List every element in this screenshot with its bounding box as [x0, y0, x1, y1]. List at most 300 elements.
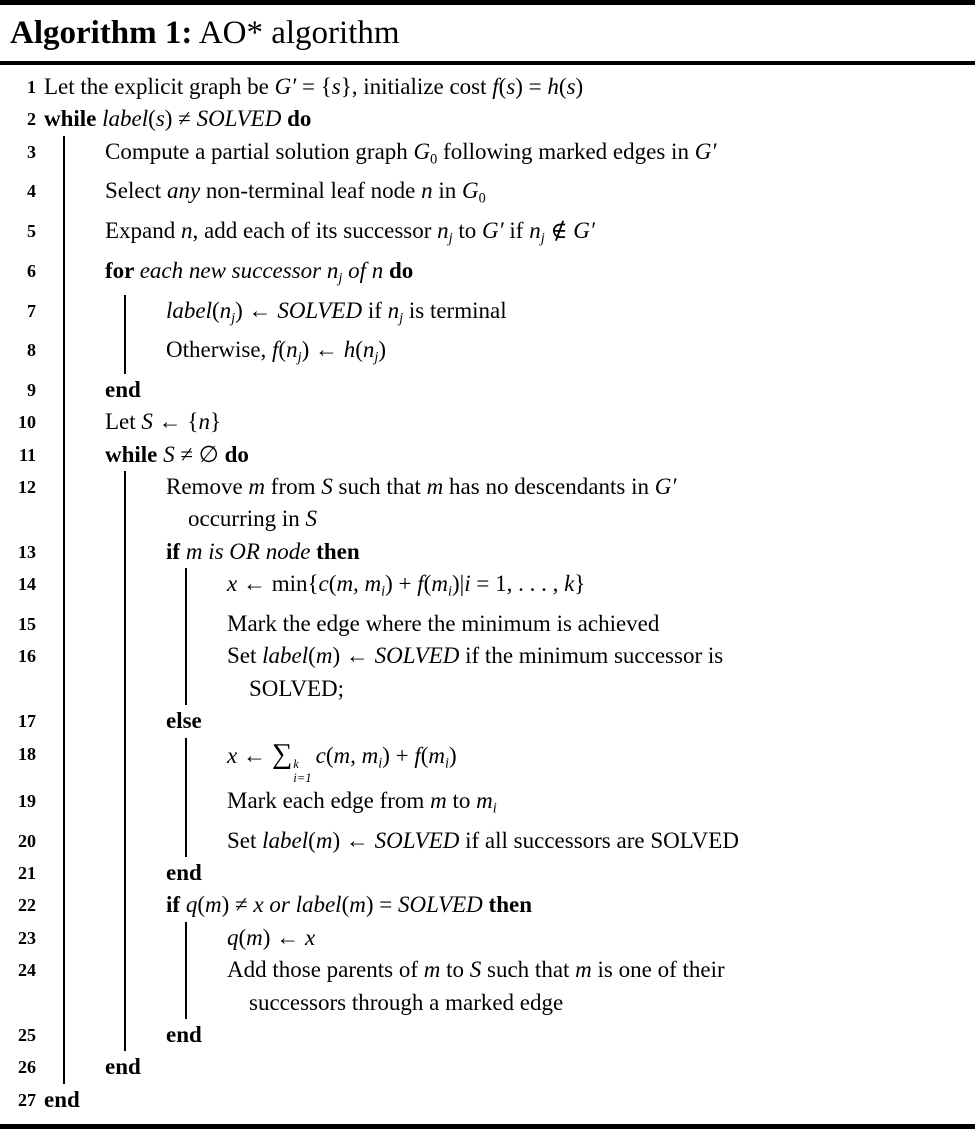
block-rule	[185, 785, 227, 825]
text-segment: m	[349, 892, 366, 918]
text-segment: = 1, . . . ,	[470, 571, 565, 597]
text-segment: label	[262, 827, 309, 853]
text-segment: Set	[227, 827, 263, 853]
algo-line	[0, 889, 975, 921]
block-rule	[63, 503, 105, 535]
line-number: 9	[27, 379, 36, 400]
text-segment: s	[331, 74, 341, 99]
text-segment: f	[414, 742, 421, 768]
line-text	[227, 954, 729, 986]
line-text	[166, 705, 206, 737]
algo-line	[0, 175, 975, 215]
block-rule	[124, 857, 166, 889]
block-rule	[185, 640, 227, 672]
text-segment: then	[488, 892, 532, 918]
text-segment: )	[448, 742, 457, 768]
text-segment: x	[227, 571, 238, 597]
text-segment: ≠ ∅	[174, 441, 225, 467]
text-segment: G′	[694, 138, 717, 164]
line-number: 5	[27, 221, 36, 242]
text-segment: (	[238, 924, 247, 950]
text-segment: m, m	[333, 742, 379, 768]
block-rule	[63, 738, 105, 785]
text-segment: ) ←	[301, 337, 344, 363]
line-text	[166, 503, 321, 535]
text-segment: (	[212, 297, 220, 323]
text-segment: G	[462, 178, 479, 204]
text-segment: Otherwise,	[166, 337, 273, 363]
block-rule	[63, 785, 105, 825]
block-rule	[63, 175, 105, 215]
algo-line	[0, 857, 975, 889]
text-segment: label	[262, 643, 309, 669]
line-number	[0, 987, 36, 1019]
line-number: 8	[27, 340, 36, 361]
text-segment: x	[253, 892, 264, 918]
line-number: 7	[27, 300, 36, 321]
text-segment: (	[558, 74, 567, 99]
line-text	[105, 374, 145, 406]
block-rule	[124, 471, 166, 503]
line-number: 15	[18, 613, 36, 634]
block-rule	[63, 857, 105, 889]
text-segment: s	[155, 106, 165, 132]
text-segment: end	[166, 1021, 202, 1047]
text-segment: to	[446, 787, 477, 813]
block-rule	[63, 215, 105, 255]
sum-operator: ∑	[271, 737, 293, 770]
text-segment: (	[197, 892, 205, 918]
text-segment: end	[166, 859, 202, 885]
text-segment: j	[374, 349, 379, 366]
block-rule	[63, 439, 105, 471]
text-segment: }, initialize cost	[340, 74, 493, 99]
text-segment: (	[355, 337, 363, 363]
line-text	[105, 136, 720, 176]
text-segment: SOLVED	[398, 892, 483, 918]
text-segment: end	[105, 376, 141, 402]
sum-upper-limit: k	[293, 757, 299, 772]
line-number: 17	[18, 711, 36, 732]
text-segment: Compute a partial solution graph	[105, 138, 414, 164]
line-number: 18	[18, 743, 36, 764]
text-segment: i	[492, 800, 497, 817]
block-rule	[124, 608, 166, 640]
block-rule	[124, 536, 166, 568]
text-segment: Add those parents of	[227, 957, 424, 983]
text-segment: ) ←	[262, 924, 305, 950]
text-segment: G′	[573, 218, 595, 244]
text-segment: (	[308, 643, 316, 669]
text-segment: of	[342, 257, 372, 283]
block-rule	[63, 673, 105, 705]
line-text	[166, 889, 536, 921]
algo-line	[0, 406, 975, 438]
algo-line	[0, 71, 975, 103]
text-segment: if	[362, 297, 388, 323]
line-text	[44, 1084, 84, 1116]
text-segment: n	[371, 257, 384, 283]
block-rule	[124, 889, 166, 921]
algo-line	[0, 608, 975, 640]
block-rule	[124, 825, 166, 857]
block-rule	[63, 374, 105, 406]
text-segment: j	[399, 309, 404, 326]
block-rule	[124, 785, 166, 825]
text-segment: f	[417, 571, 424, 597]
text-segment: m	[430, 787, 447, 813]
text-segment: from	[265, 474, 322, 500]
text-segment: m	[315, 827, 333, 853]
text-segment: )|	[451, 571, 465, 597]
line-number	[0, 673, 36, 705]
line-number: 21	[18, 862, 36, 883]
text-segment: n	[181, 218, 193, 244]
text-segment: SOLVED	[374, 827, 460, 853]
text-segment: n	[362, 337, 375, 363]
text-segment: S	[141, 409, 153, 435]
algo-line	[0, 1051, 975, 1083]
text-segment: ∉	[544, 218, 574, 244]
text-segment: label	[295, 892, 342, 918]
text-segment: q	[227, 924, 239, 950]
algo-line	[0, 136, 975, 176]
block-rule	[185, 608, 227, 640]
line-number: 25	[18, 1024, 36, 1045]
line-number: 4	[27, 181, 36, 202]
line-text	[44, 71, 587, 103]
algorithm-body	[0, 65, 975, 1116]
text-segment: ) ←	[332, 643, 375, 669]
line-text	[44, 103, 315, 135]
algo-line	[0, 738, 975, 785]
text-segment: end	[44, 1086, 80, 1112]
text-segment: ) ≠	[164, 106, 197, 132]
text-segment: 0	[478, 190, 486, 207]
text-segment: SOLVED	[277, 297, 363, 323]
block-rule	[63, 825, 105, 857]
algo-line	[0, 705, 975, 737]
text-segment: ) =	[515, 74, 548, 99]
block-rule	[63, 471, 105, 503]
text-segment: m	[575, 957, 592, 983]
text-segment: i	[447, 583, 452, 600]
text-segment: j	[338, 270, 343, 287]
block-rule	[63, 255, 105, 295]
text-segment: , add each of its successor	[192, 218, 438, 244]
line-number: 27	[18, 1089, 36, 1110]
line-text	[105, 439, 253, 471]
block-rule	[185, 954, 227, 986]
text-segment: s	[506, 74, 516, 99]
line-text	[105, 255, 417, 295]
line-number: 3	[27, 141, 36, 162]
text-segment: SOLVED;	[249, 675, 344, 701]
text-segment: (	[423, 571, 432, 597]
text-segment: m	[426, 474, 444, 500]
block-rule	[63, 608, 105, 640]
block-rule	[185, 987, 227, 1019]
line-number: 13	[18, 541, 36, 562]
text-segment: j	[540, 230, 545, 247]
text-segment: Remove	[166, 474, 249, 500]
text-segment: m	[428, 742, 446, 768]
text-segment: s	[566, 74, 576, 99]
caption-label: Algorithm 1:	[10, 15, 193, 51]
text-segment: m	[431, 571, 448, 597]
text-segment: m	[423, 957, 441, 983]
text-segment: do	[224, 441, 249, 467]
line-text	[227, 673, 348, 705]
block-rule	[185, 568, 227, 608]
text-segment: q	[185, 892, 198, 918]
text-segment: n	[198, 409, 210, 435]
text-segment: if	[166, 892, 186, 918]
bottom-rule	[0, 1124, 975, 1129]
text-segment: ) =	[365, 892, 399, 918]
text-segment: if all successors are SOLVED	[459, 827, 739, 853]
block-rule	[124, 295, 166, 335]
text-segment: G	[413, 138, 431, 164]
text-segment: (	[325, 742, 334, 768]
block-rule	[63, 536, 105, 568]
text-segment: m	[185, 538, 203, 564]
algo-line	[0, 1084, 975, 1116]
text-segment: x	[304, 924, 316, 950]
line-number: 23	[18, 927, 36, 948]
sum-lower-limit: i=1	[293, 770, 312, 785]
text-segment: end	[105, 1054, 141, 1080]
text-segment: k	[564, 571, 575, 597]
text-segment: S	[305, 506, 318, 532]
text-segment: i	[445, 754, 449, 771]
line-number: 22	[18, 895, 36, 916]
line-text	[227, 568, 589, 608]
line-number: 2	[27, 109, 36, 130]
text-segment: if the minimum successor is	[459, 643, 724, 669]
block-rule	[63, 136, 105, 176]
block-rule	[63, 705, 105, 737]
text-segment: is terminal	[403, 297, 507, 323]
block-rule	[63, 987, 105, 1019]
line-number: 11	[18, 444, 36, 465]
algo-line	[0, 987, 975, 1019]
text-segment: m	[476, 787, 493, 813]
line-text	[227, 640, 727, 672]
text-segment: any	[166, 178, 201, 204]
text-segment: if	[166, 538, 186, 564]
line-number: 20	[18, 830, 36, 851]
text-segment: SOLVED	[374, 643, 460, 669]
text-segment: is OR node	[202, 538, 317, 564]
text-segment: ←	[237, 742, 272, 768]
text-segment: non-terminal leaf node	[200, 178, 422, 204]
block-rule	[63, 1019, 105, 1051]
block-rule	[63, 406, 105, 438]
text-segment: x	[227, 742, 238, 768]
block-rule	[124, 705, 166, 737]
block-rule	[63, 295, 105, 335]
algo-line	[0, 673, 975, 705]
text-segment: G′	[654, 474, 677, 500]
line-number: 26	[18, 1057, 36, 1078]
text-segment: n	[529, 218, 541, 244]
block-rule	[124, 987, 166, 1019]
block-rule	[185, 738, 227, 785]
line-number: 16	[18, 646, 36, 667]
text-segment: in	[432, 178, 463, 204]
text-segment: i	[378, 754, 383, 771]
algo-line	[0, 922, 975, 954]
block-rule	[124, 954, 166, 986]
line-text	[227, 738, 461, 785]
text-segment: c	[318, 571, 329, 597]
block-rule	[124, 334, 166, 374]
block-rule	[63, 954, 105, 986]
block-rule	[185, 922, 227, 954]
text-segment: (	[308, 827, 316, 853]
text-segment: }	[209, 409, 221, 435]
text-segment: h	[547, 74, 559, 99]
text-segment: if	[503, 218, 530, 244]
algo-line	[0, 374, 975, 406]
line-number	[0, 503, 36, 535]
text-segment: S	[321, 474, 333, 500]
line-text	[166, 334, 390, 374]
text-segment: = {	[296, 74, 332, 99]
text-segment: (	[420, 742, 429, 768]
text-segment: Expand	[105, 218, 182, 244]
text-segment: G′	[482, 218, 504, 244]
caption-title: AO* algorithm	[192, 15, 400, 51]
text-segment: following marked edges in	[437, 138, 695, 164]
text-segment: then	[316, 538, 360, 564]
line-text	[105, 1051, 145, 1083]
block-rule	[63, 568, 105, 608]
block-rule	[63, 889, 105, 921]
algo-line	[0, 568, 975, 608]
text-segment: (	[148, 106, 156, 132]
line-number: 14	[18, 574, 36, 595]
text-segment: c	[315, 742, 326, 768]
text-segment: (	[341, 892, 350, 918]
text-segment: while	[105, 441, 164, 467]
line-text	[166, 857, 206, 889]
algo-line	[0, 954, 975, 986]
block-rule	[124, 673, 166, 705]
line-text	[227, 825, 743, 857]
text-segment: do	[287, 106, 312, 132]
line-text	[227, 785, 501, 825]
text-segment: ) +	[385, 571, 418, 597]
text-segment: occurring in	[188, 506, 306, 532]
text-segment: n	[387, 297, 400, 323]
text-segment: n	[219, 297, 232, 323]
block-rule	[185, 673, 227, 705]
text-segment: j	[448, 230, 453, 247]
text-segment: j	[297, 349, 302, 366]
text-segment: Let	[105, 409, 142, 435]
text-segment: ← {	[152, 409, 199, 435]
line-text	[166, 536, 364, 568]
text-segment: has no descendants in	[443, 474, 655, 500]
text-segment: such that	[481, 957, 576, 983]
sum-limits	[293, 758, 311, 785]
algo-line	[0, 640, 975, 672]
algorithm-caption	[0, 5, 975, 61]
text-segment: Select	[105, 178, 167, 204]
line-number: 10	[18, 412, 36, 433]
text-segment: S	[469, 957, 482, 983]
block-rule	[63, 334, 105, 374]
text-segment: Set	[227, 643, 263, 669]
line-text	[166, 471, 680, 503]
line-text	[105, 406, 225, 438]
block-rule	[63, 922, 105, 954]
text-segment: for	[105, 257, 140, 283]
algo-line	[0, 785, 975, 825]
algo-line	[0, 295, 975, 335]
algo-line	[0, 471, 975, 503]
line-text	[105, 215, 599, 255]
text-segment: successors through a marked edge	[249, 989, 564, 1015]
text-segment: )	[378, 337, 387, 363]
text-segment: f	[272, 337, 279, 363]
text-segment: i	[464, 571, 471, 597]
line-number: 12	[18, 477, 36, 498]
line-number: 6	[27, 260, 36, 281]
block-rule	[124, 922, 166, 954]
text-segment: ) ←	[235, 297, 278, 323]
text-segment: m	[248, 474, 266, 500]
text-segment: S	[163, 441, 175, 467]
text-segment: while	[44, 106, 103, 132]
line-text	[166, 295, 511, 335]
text-segment: i	[381, 583, 386, 600]
text-segment: j	[231, 309, 236, 326]
text-segment: h	[343, 337, 356, 363]
algo-line	[0, 825, 975, 857]
text-segment: label	[102, 106, 149, 132]
text-segment: )	[575, 74, 584, 99]
text-segment: or	[263, 892, 296, 918]
text-segment: is one of their	[591, 957, 725, 983]
line-text	[166, 1019, 206, 1051]
text-segment: Let the explicit graph be	[44, 74, 275, 99]
algo-line	[0, 255, 975, 295]
text-segment: to	[452, 218, 482, 244]
text-segment: m	[315, 643, 333, 669]
text-segment: ) +	[382, 742, 415, 768]
text-segment: m	[204, 892, 222, 918]
line-text	[105, 175, 490, 215]
text-segment: (	[498, 74, 507, 99]
text-segment: 0	[430, 151, 438, 168]
algo-line	[0, 503, 975, 535]
block-rule	[124, 640, 166, 672]
text-segment: m, m	[336, 571, 382, 597]
text-segment: f	[492, 74, 499, 99]
block-rule	[124, 1019, 166, 1051]
line-text	[227, 608, 663, 640]
text-segment: label	[166, 297, 212, 323]
text-segment: }	[574, 571, 586, 597]
text-segment: G′	[274, 74, 297, 99]
algo-line	[0, 439, 975, 471]
text-segment: to	[440, 957, 470, 983]
text-segment: ) ←	[332, 827, 375, 853]
text-segment: m	[246, 924, 263, 950]
